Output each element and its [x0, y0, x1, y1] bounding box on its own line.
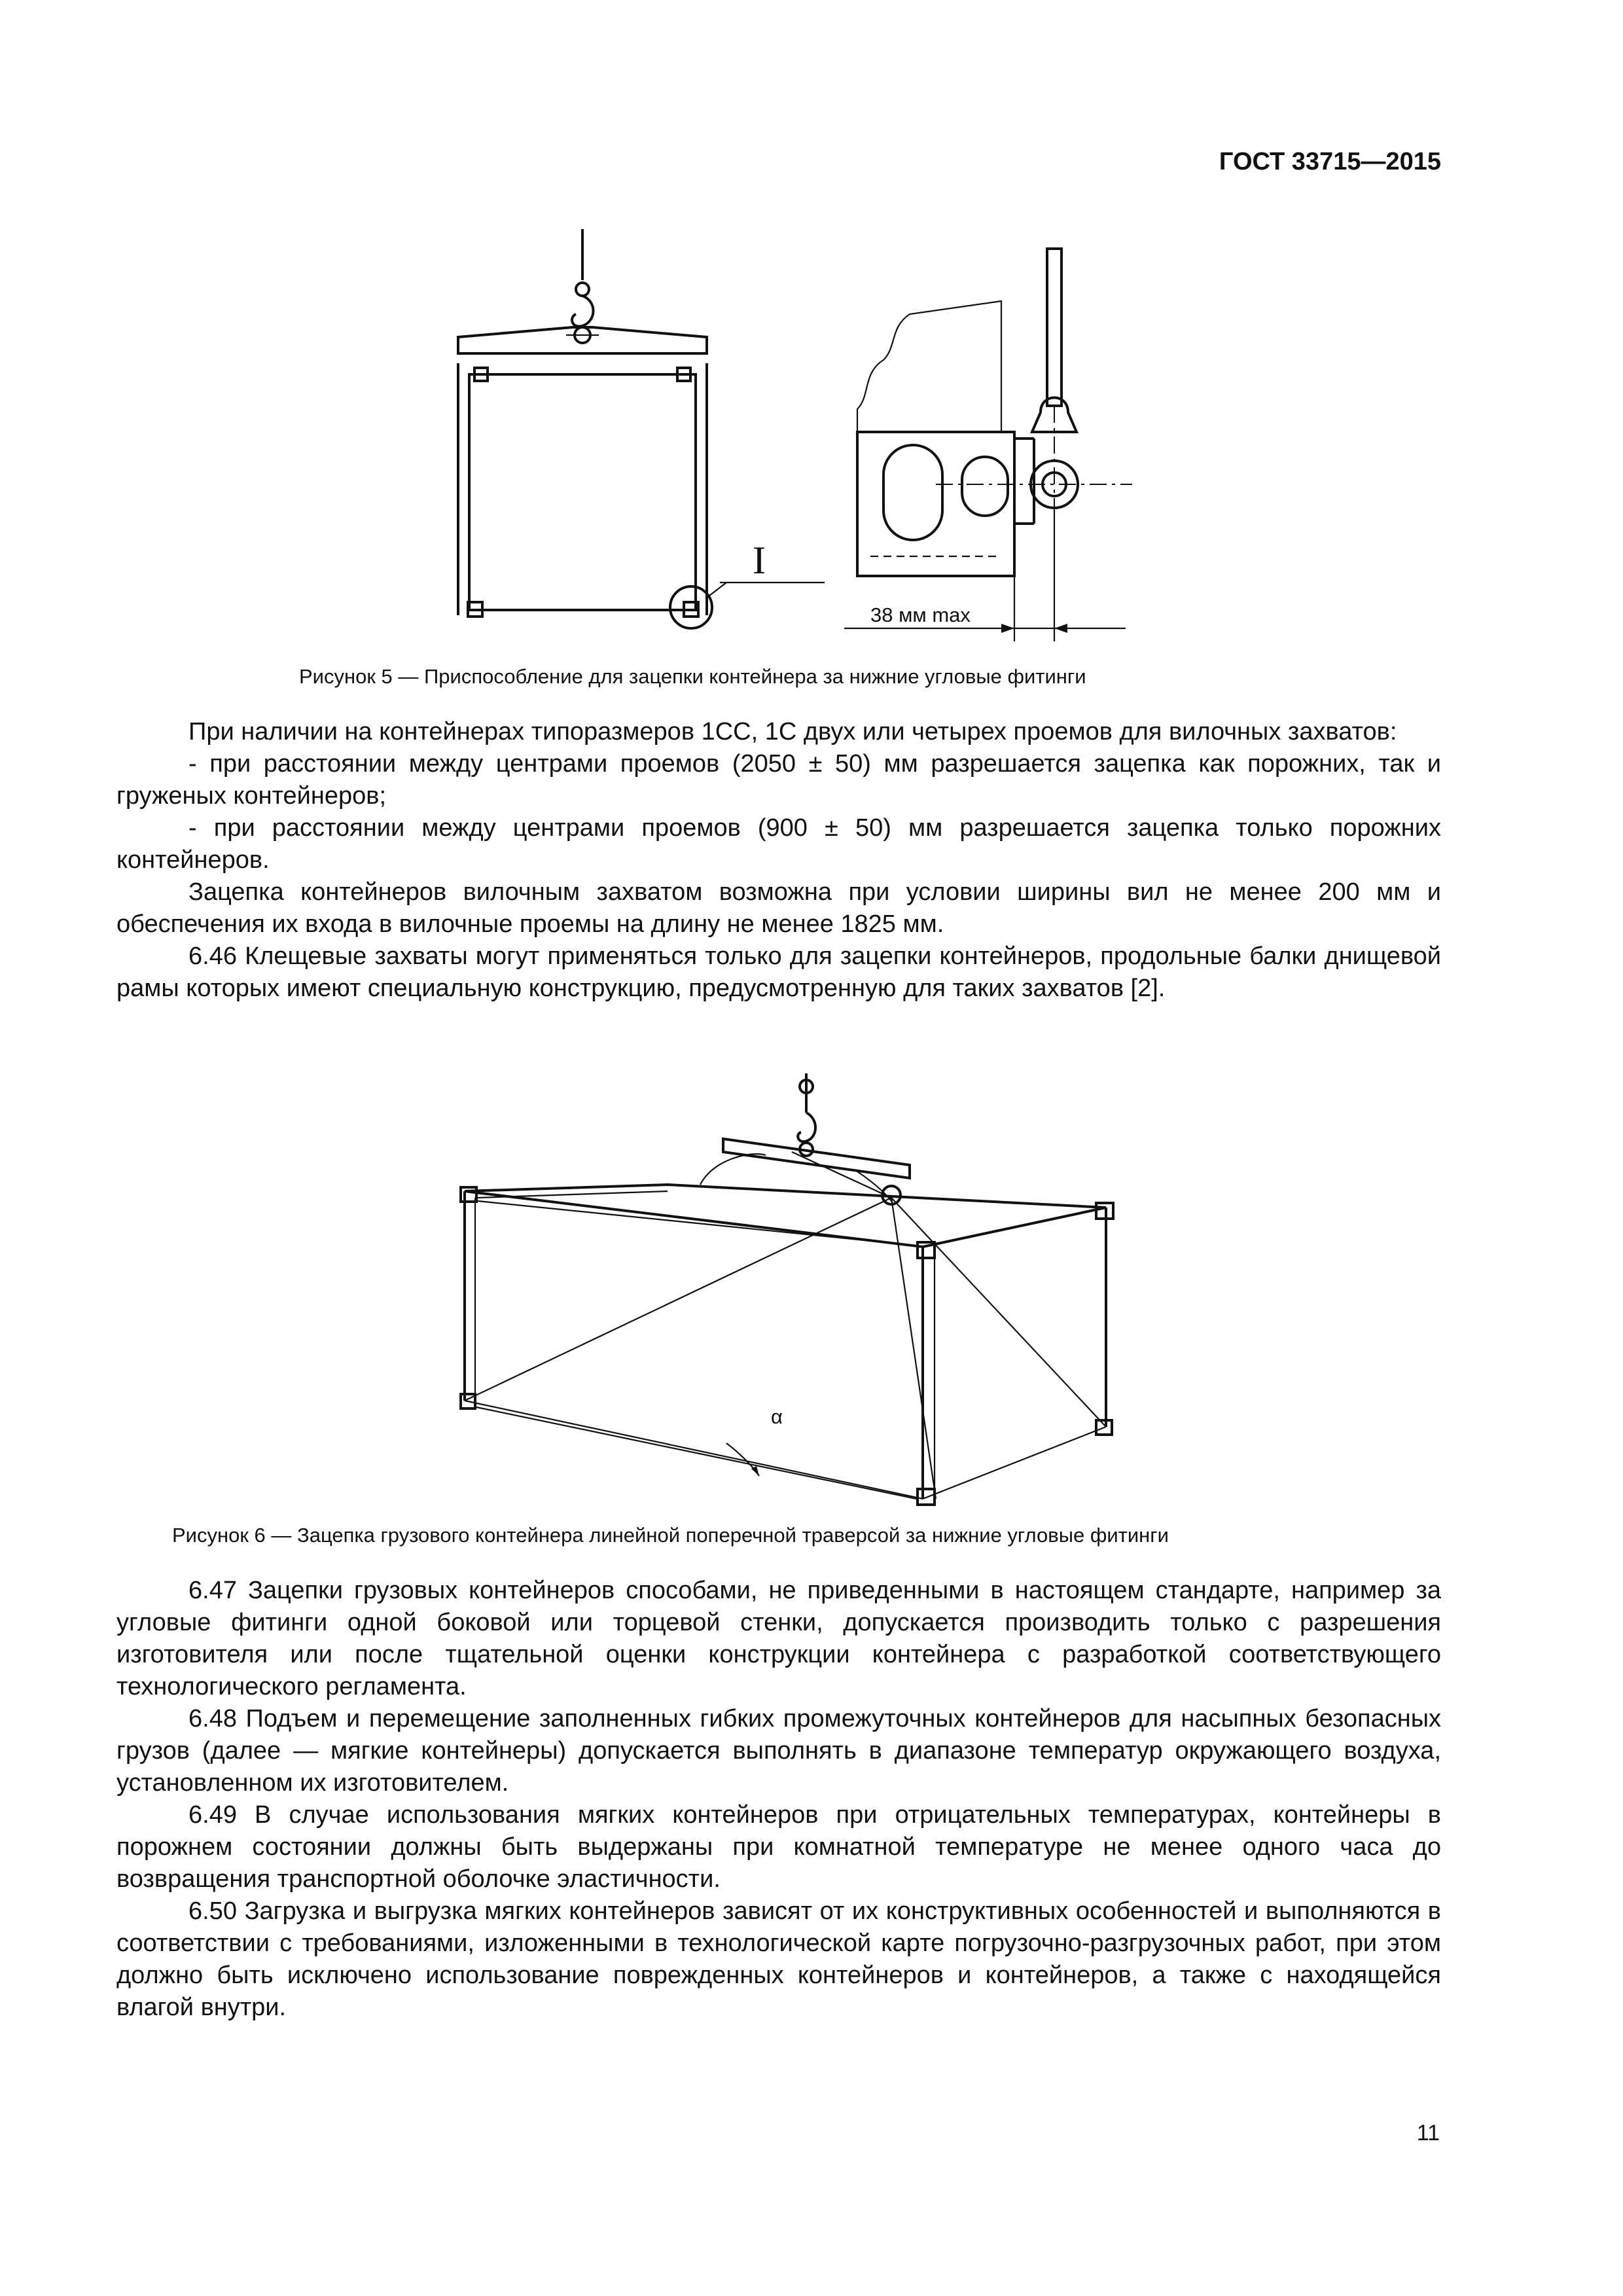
detail-label-container [720, 537, 825, 589]
document-header: ГОСТ 33715—2015 [1219, 148, 1441, 175]
paragraph: При наличии на контейнерах типоразмеров 1СС, 1С двух или четырех проемов для вилочных захватов: [188, 718, 1397, 745]
figure5-caption: Рисунок 5 — Приспособление для зацепки контейнера за нижние угловые фитинги [299, 665, 1086, 688]
body-text-1 [116, 716, 1441, 1005]
paragraph: 6.46 Клещевые захваты могут применяться только для зацепки контейнеров, продольные балки днищевой рамы которых имеют специальную конструкцию, предусмотренную для таких захватов [2]. [116, 942, 1441, 1002]
dimension-label: 38 мм max [870, 603, 971, 626]
figure6-caption: Рисунок 6 — Зацепка грузового контейнера линейной поперечной траверсой за нижние угловые фитинги [172, 1524, 1169, 1547]
body-text-2 [116, 1575, 1441, 2024]
page-number: 11 [1416, 2121, 1440, 2145]
angle-label: α [771, 1405, 783, 1428]
paragraph: 6.48 Подъем и перемещение заполненных гибких промежуточных контейнеров для насыпных безопасных грузов (далее — мягкие контейнеры) допускается выполнять в диапазоне температур окружающего воздуха, установленном их изготовителем. [116, 1705, 1441, 1797]
figure6-container-lifting-drawing [452, 1073, 1106, 1518]
paragraph: 6.50 Загрузка и выгрузка мягких контейнеров зависят от их конструктивных особенностей и выполняются в соответствии с требованиями, изложенными в технологической карте погрузочно-разгрузочных работ, при этом должно быть исключено использование поврежденных контейнеров и контейнеров, а также с находящейся влагой внутри. [116, 1897, 1441, 2021]
paragraph: Зацепка контейнеров вилочным захватом возможна при условии ширины вил не менее 200 мм и обеспечения их входа в вилочные проемы на длину не менее 1825 мм. [116, 878, 1441, 938]
figure5-corner-fitting-detail [844, 249, 1139, 655]
paragraph: - при расстоянии между центрами проемов (900 ± 50) мм разрешается зацепка только порожних контейнеров. [116, 814, 1441, 874]
figure5-lifting-device-drawing [452, 229, 726, 648]
paragraph: 6.49 В случае использования мягких контейнеров при отрицательных температурах, контейнеры в порожнем состоянии должны быть выдержаны при комнатной температуре не менее одного часа до возвращения транспортной оболочке эластичности. [116, 1801, 1441, 1893]
paragraph: - при расстоянии между центрами проемов (2050 ± 50) мм разрешается зацепка как порожних, так и груженых контейнеров; [116, 750, 1441, 810]
paragraph: 6.47 Зацепки грузовых контейнеров способами, не приведенными в настоящем стандарте, например за угловые фитинги одной боковой или торцевой стенки, допускается производить только с разрешения изготовителя или после тщательной оценки конструкции контейнера с разработкой соответствующего технологического регламента. [116, 1577, 1441, 1700]
detail-label-I: I [753, 539, 766, 582]
